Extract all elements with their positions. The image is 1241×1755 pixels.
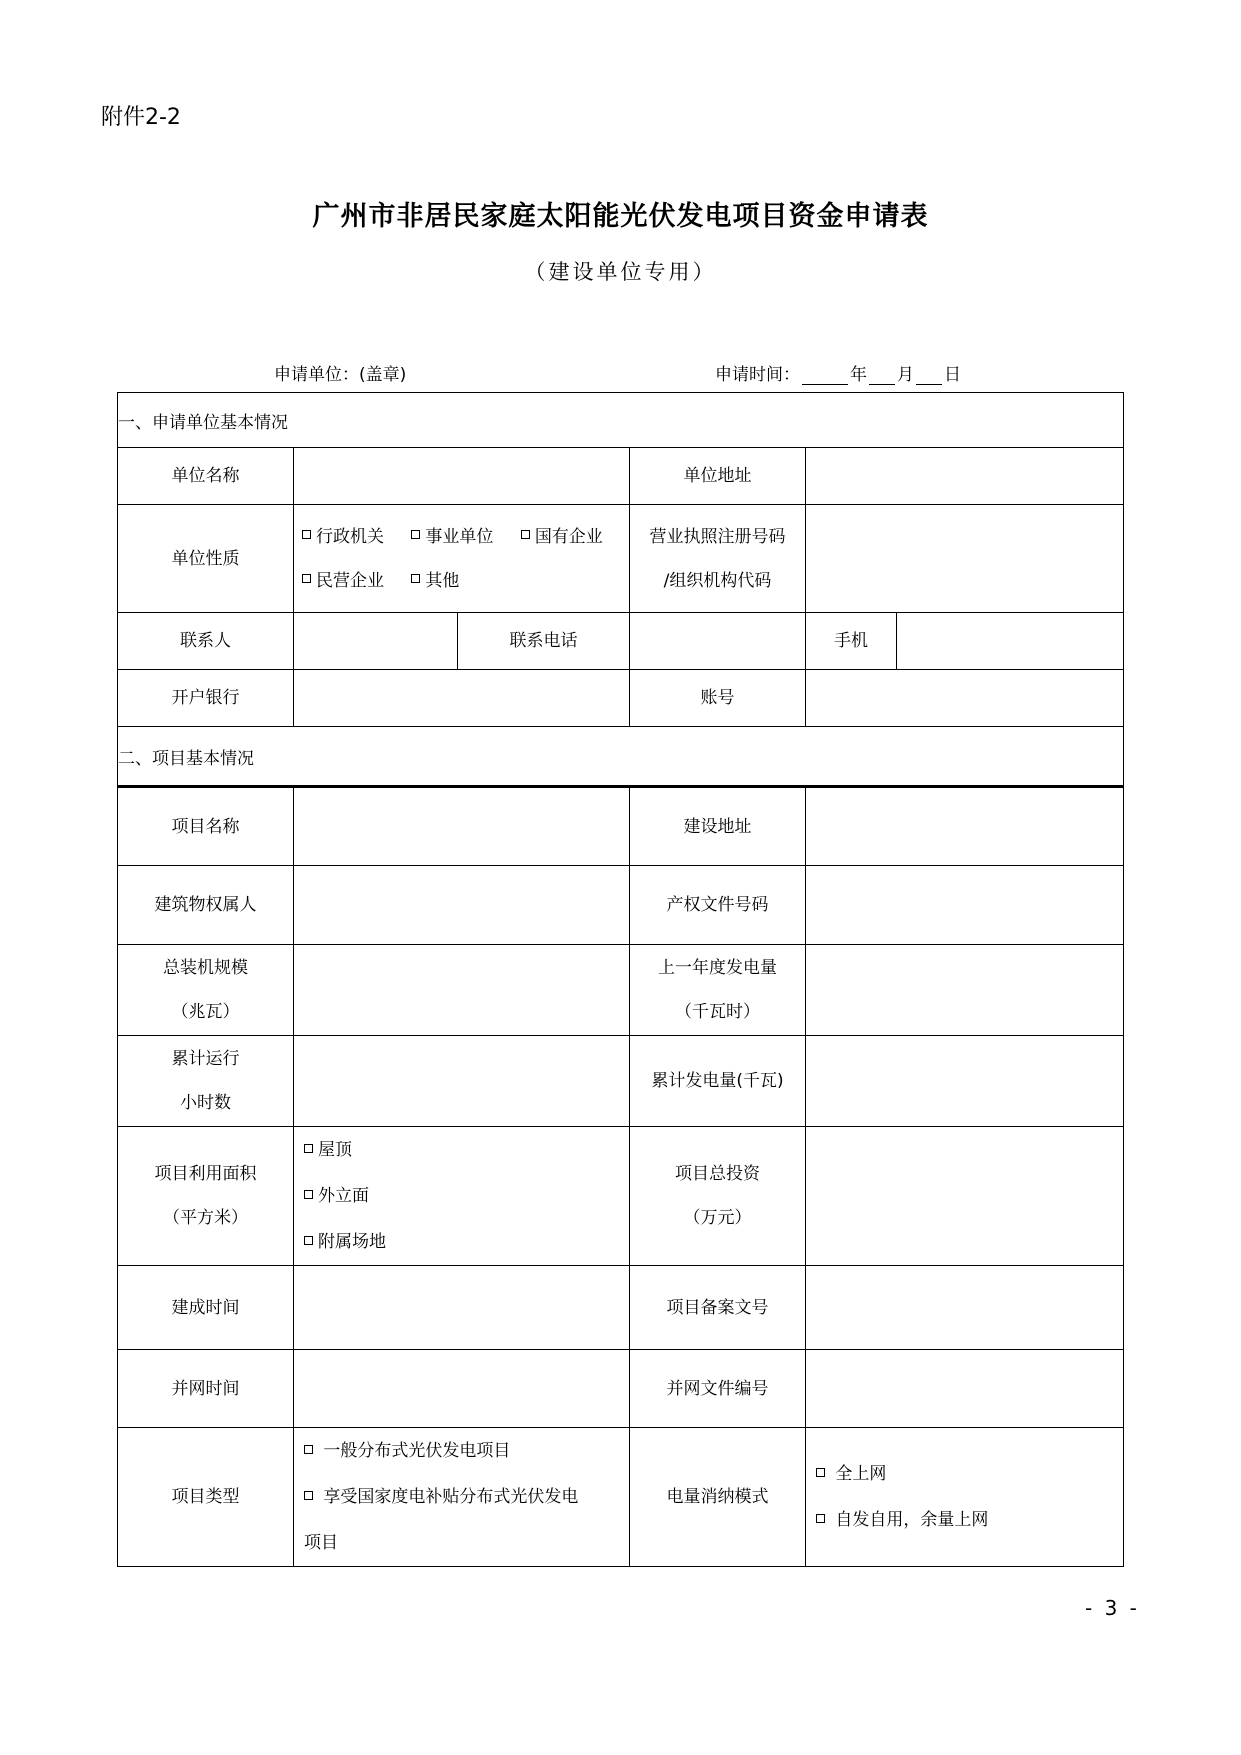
table-row — [118, 787, 1124, 866]
account-field[interactable] — [806, 670, 1124, 727]
bank-field[interactable] — [294, 670, 630, 727]
last-year-line2: （千瓦时） — [675, 1002, 760, 1022]
contact-field[interactable] — [294, 613, 458, 670]
area-option-facade[interactable] — [294, 1173, 629, 1219]
nature-option-institution[interactable] — [411, 515, 493, 559]
mobile-field[interactable] — [897, 613, 1124, 670]
mode-option-label: 自发自用，余量上网 — [835, 1510, 989, 1530]
consumption-mode-label: 电量消纳模式 — [630, 1428, 806, 1567]
table-row — [118, 1350, 1124, 1428]
investment-label — [630, 1127, 806, 1266]
area-options — [294, 1127, 630, 1266]
section2-row — [118, 727, 1124, 787]
checkbox-icon — [411, 530, 420, 539]
property-doc-label: 产权文件号码 — [630, 866, 806, 945]
unit-address-field[interactable] — [806, 448, 1124, 505]
hours-line1: 累计运行 — [171, 1049, 240, 1069]
last-year-line1: 上一年度发电量 — [658, 958, 777, 978]
area-option-label: 附属场地 — [318, 1232, 386, 1252]
nature-option-label: 事业单位 — [425, 526, 494, 547]
year-label: 年 — [850, 365, 867, 385]
area-option-label: 屋顶 — [318, 1140, 352, 1160]
application-date — [715, 360, 961, 385]
day-blank[interactable] — [916, 368, 942, 385]
table-row — [118, 448, 1124, 505]
completion-time-label: 建成时间 — [118, 1266, 294, 1350]
filing-no-field[interactable] — [806, 1266, 1124, 1350]
owner-label: 建筑物权属人 — [118, 866, 294, 945]
area-line2: （平方米） — [163, 1208, 248, 1228]
bank-label: 开户银行 — [118, 670, 294, 727]
checkbox-icon — [304, 1144, 313, 1153]
application-form-table — [117, 392, 1124, 1567]
section1-row — [118, 393, 1124, 448]
table-row — [118, 866, 1124, 945]
last-year-energy-field[interactable] — [806, 945, 1124, 1036]
run-hours-label — [118, 1036, 294, 1127]
section2-title: 二、项目基本情况 — [118, 727, 1124, 787]
table-row — [118, 670, 1124, 727]
area-line1: 项目利用面积 — [154, 1164, 257, 1184]
last-year-energy-label — [630, 945, 806, 1036]
nature-option-other[interactable] — [411, 559, 459, 603]
investment-line2: （万元） — [683, 1208, 752, 1228]
table-row — [118, 1127, 1124, 1266]
type-option-label: 享受国家度电补贴分布式光伏发电 — [323, 1487, 579, 1507]
nature-option-label: 民营企业 — [316, 570, 384, 591]
build-address-label: 建设地址 — [630, 787, 806, 866]
day-label: 日 — [944, 365, 961, 385]
month-blank[interactable] — [869, 368, 895, 385]
phone-label: 联系电话 — [458, 613, 630, 670]
license-line2: /组织机构代码 — [663, 570, 772, 591]
project-type-options — [294, 1428, 630, 1567]
run-hours-field[interactable] — [294, 1036, 630, 1127]
investment-field[interactable] — [806, 1127, 1124, 1266]
page-number: - 3 - — [1085, 1596, 1140, 1620]
grid-time-label: 并网时间 — [118, 1350, 294, 1428]
month-label: 月 — [897, 365, 914, 385]
phone-field[interactable] — [630, 613, 806, 670]
mode-option-self-use[interactable] — [806, 1497, 1123, 1543]
checkbox-icon — [521, 530, 530, 539]
area-option-roof[interactable] — [294, 1127, 629, 1173]
unit-name-label: 单位名称 — [118, 448, 294, 505]
type-option-subsidized-cont: 项目 — [304, 1533, 338, 1553]
license-line1: 营业执照注册号码 — [649, 526, 786, 547]
grid-doc-field[interactable] — [806, 1350, 1124, 1428]
mode-option-label: 全上网 — [835, 1464, 887, 1484]
table-row — [118, 505, 1124, 613]
checkbox-icon — [302, 530, 311, 539]
filing-no-label: 项目备案文号 — [630, 1266, 806, 1350]
capacity-field[interactable] — [294, 945, 630, 1036]
form-subtitle: （建设单位专用） — [524, 260, 717, 284]
grid-time-field[interactable] — [294, 1350, 630, 1428]
license-code-label — [630, 505, 806, 613]
type-option-subsidized[interactable] — [294, 1474, 629, 1520]
capacity-line2: （兆瓦） — [171, 1002, 240, 1022]
owner-field[interactable] — [294, 866, 630, 945]
type-option-label: 一般分布式光伏发电项目 — [323, 1441, 511, 1461]
capacity-line1: 总装机规模 — [163, 958, 248, 978]
nature-option-admin[interactable] — [302, 515, 384, 559]
table-row — [118, 1266, 1124, 1350]
section1-title: 一、申请单位基本情况 — [118, 393, 1124, 448]
table-row — [118, 945, 1124, 1036]
project-name-field[interactable] — [294, 787, 630, 866]
attachment-label: 附件2-2 — [101, 105, 181, 130]
table-row — [118, 613, 1124, 670]
area-option-label: 外立面 — [318, 1186, 369, 1206]
date-label: 申请时间： — [715, 365, 800, 385]
area-label — [118, 1127, 294, 1266]
unit-name-field[interactable] — [294, 448, 630, 505]
checkbox-icon — [816, 1468, 825, 1477]
project-name-label: 项目名称 — [118, 787, 294, 866]
nature-option-label: 国有企业 — [534, 526, 603, 547]
investment-line1: 项目总投资 — [675, 1164, 760, 1184]
nature-option-label: 其他 — [425, 570, 460, 591]
grid-doc-label: 并网文件编号 — [630, 1350, 806, 1428]
unit-nature-label: 单位性质 — [118, 505, 294, 613]
area-option-ancillary[interactable] — [294, 1219, 629, 1265]
applicant-unit-label: 申请单位：(盖章) — [274, 365, 407, 385]
form-title: 广州市非居民家庭太阳能光伏发电项目资金申请表 — [312, 201, 929, 232]
license-code-field[interactable] — [806, 505, 1124, 613]
completion-time-field[interactable] — [294, 1266, 630, 1350]
nature-option-state-owned[interactable] — [521, 515, 603, 559]
unit-nature-options — [294, 505, 630, 613]
nature-option-private[interactable] — [302, 559, 384, 603]
year-blank[interactable] — [802, 368, 848, 385]
checkbox-icon — [304, 1491, 313, 1500]
mobile-label: 手机 — [806, 613, 897, 670]
checkbox-icon — [304, 1445, 313, 1454]
checkbox-icon — [816, 1514, 825, 1523]
mode-option-full-grid[interactable] — [806, 1451, 1123, 1497]
checkbox-icon — [411, 574, 420, 583]
checkbox-icon — [302, 574, 311, 583]
project-type-label: 项目类型 — [118, 1428, 294, 1567]
contact-label: 联系人 — [118, 613, 294, 670]
consumption-mode-options — [806, 1428, 1124, 1567]
property-doc-field[interactable] — [806, 866, 1124, 945]
build-address-field[interactable] — [806, 787, 1124, 866]
unit-address-label: 单位地址 — [630, 448, 806, 505]
table-row — [118, 1428, 1124, 1567]
capacity-label — [118, 945, 294, 1036]
account-label: 账号 — [630, 670, 806, 727]
nature-option-label: 行政机关 — [316, 526, 384, 547]
hours-line2: 小时数 — [180, 1093, 231, 1113]
type-option-general[interactable] — [294, 1428, 629, 1474]
cumulative-energy-label: 累计发电量(千瓦) — [630, 1036, 806, 1127]
checkbox-icon — [304, 1190, 313, 1199]
table-row — [118, 1036, 1124, 1127]
cumulative-energy-field[interactable] — [806, 1036, 1124, 1127]
checkbox-icon — [304, 1236, 313, 1245]
